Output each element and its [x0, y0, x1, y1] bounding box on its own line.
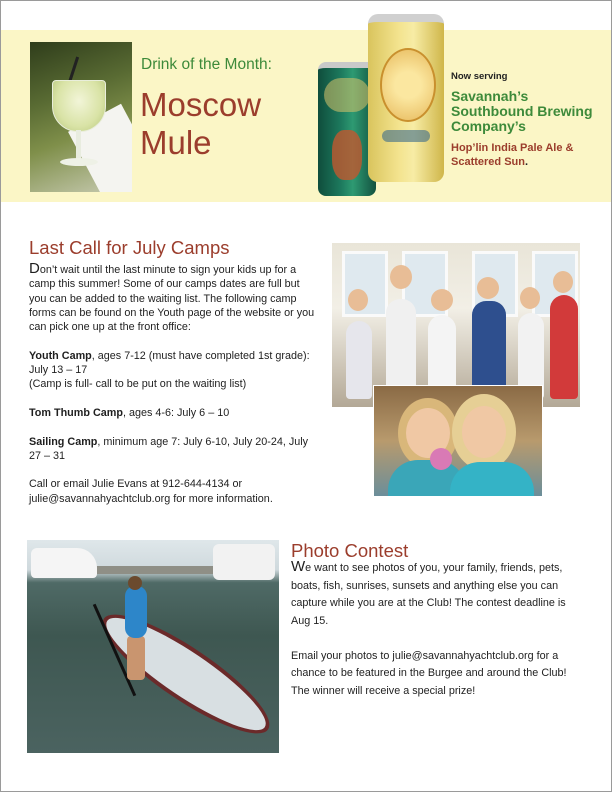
- beer-names: Hop’lin India Pale Ale & Scattered Sun: [451, 142, 574, 168]
- tomthumb-camp-name: Tom Thumb Camp: [29, 406, 123, 419]
- beer-list: [451, 141, 601, 169]
- drink-name: Moscow Mule: [140, 86, 262, 161]
- beer-cans-photo: [318, 14, 444, 194]
- contest-heading: Photo Contest: [291, 540, 409, 561]
- brewery-name: Savannah’s Southbound Brewing Company’s: [451, 88, 593, 134]
- sailing-camp-item: [29, 435, 319, 464]
- moscow-mule-photo: [30, 42, 132, 192]
- contest-para-2: Email your photos to julie@savannahyachtclub.org for a chance to be featured in the Burgee and around the Club! The winner will receive a special prize!: [291, 649, 567, 697]
- tomthumb-camp-item: [29, 406, 319, 420]
- drink-of-month-label: Drink of the Month:: [141, 56, 272, 73]
- camps-body: [29, 262, 319, 520]
- youth-camp-name: Youth Camp: [29, 349, 92, 362]
- youth-camp-item: [29, 349, 319, 392]
- camps-contact: Call or email Julie Evans at 912-644-4134 or julie@savannahyachtclub.org for more information.: [29, 478, 273, 505]
- contest-para-1: [291, 558, 581, 630]
- sailing-camp-detail: , minimum age 7: July 6-10, July 20-24, July 27 – 31: [29, 435, 309, 462]
- now-serving-label: Now serving: [451, 71, 508, 82]
- camp-girls-photo: [373, 385, 543, 497]
- beer-list-period: .: [524, 156, 529, 168]
- contest-body: [291, 558, 581, 718]
- sailing-camp-name: Sailing Camp: [29, 435, 98, 448]
- camps-dropcap: D: [29, 260, 40, 277]
- contest-dropcap: W: [291, 558, 306, 575]
- youth-camp-detail: , ages 7-12 (must have completed 1st grade): July 13 – 17: [29, 349, 310, 377]
- camps-intro-text: on’t wait until the last minute to sign your kids up for a camp this summer! Some of our camps dates are full but you can be added to the waiting list. The following camp forms can be found on the Youth page of the website or you can pick one up at the front office:: [29, 264, 315, 334]
- tomthumb-camp-detail: , ages 4-6: July 6 – 10: [122, 406, 230, 419]
- camps-heading: Last Call for July Camps: [29, 237, 230, 258]
- camp-kids-photo: [332, 243, 580, 407]
- paddleboard-photo: [27, 540, 279, 753]
- youth-camp-note: (Camp is full- call to be put on the waiting list): [29, 378, 247, 391]
- contest-para-1-text: e want to see photos of you, your family, friends, pets, boats, fish, sunrises, sunsets and anything else you can capture while you are at the Club! The contest deadline is Aug 15.: [291, 562, 566, 627]
- camps-intro: [29, 262, 319, 334]
